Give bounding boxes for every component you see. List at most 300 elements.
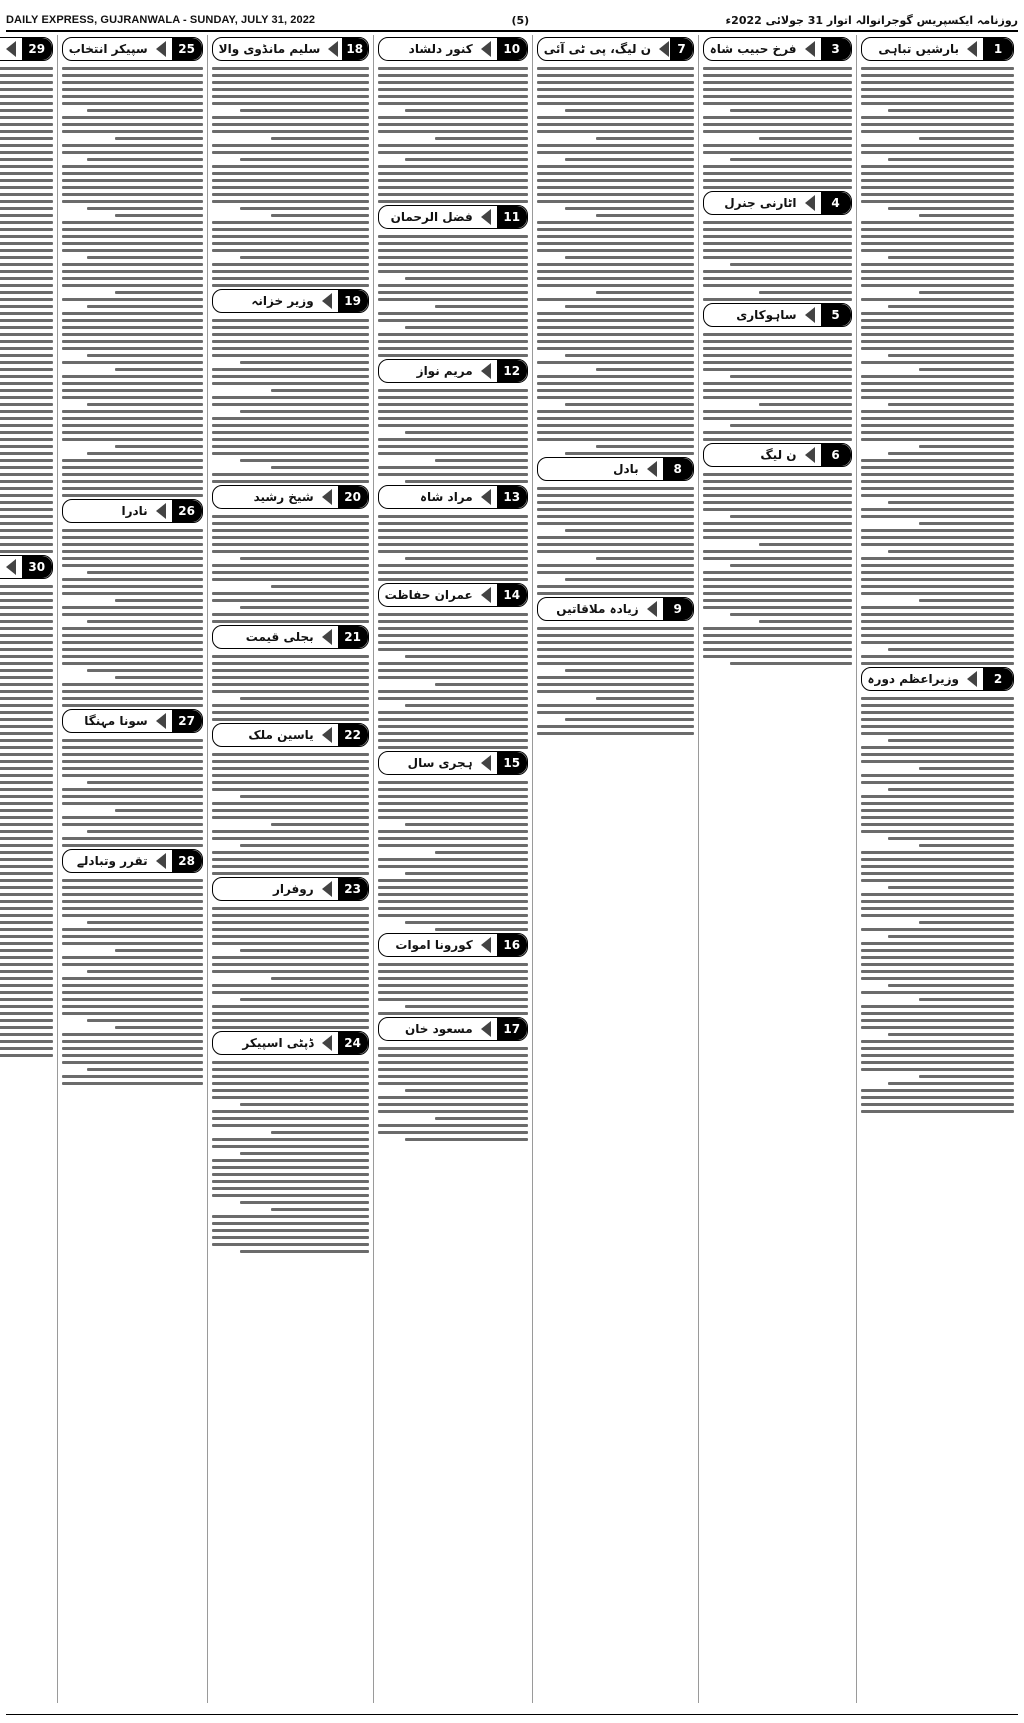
text-line [565, 578, 694, 581]
text-line [115, 137, 202, 140]
text-line [378, 74, 528, 77]
text-line [537, 648, 694, 651]
text-line [861, 802, 1014, 805]
text-line [212, 1061, 369, 1064]
text-line [861, 718, 1014, 721]
text-line [861, 424, 1014, 427]
text-line [212, 431, 369, 434]
story-heading [861, 37, 1014, 61]
text-line [703, 361, 852, 364]
text-line [62, 473, 203, 476]
story-body [378, 67, 528, 203]
text-line [861, 795, 1014, 798]
text-line [861, 74, 1014, 77]
text-line [703, 123, 852, 126]
text-line [888, 935, 1014, 938]
text-line [378, 991, 528, 994]
text-line [0, 613, 53, 616]
text-line [0, 277, 53, 280]
text-line [378, 641, 528, 644]
text-line [378, 1082, 528, 1085]
story-number-badge: 27 [172, 710, 202, 732]
text-line [861, 67, 1014, 70]
text-line [0, 655, 53, 658]
text-line [0, 914, 53, 917]
text-line [0, 487, 53, 490]
story-heading [62, 37, 203, 61]
text-line [405, 480, 528, 483]
text-line [861, 879, 1014, 882]
text-line [378, 893, 528, 896]
text-line [212, 263, 369, 266]
text-line [888, 158, 1014, 161]
text-line [240, 844, 369, 847]
text-line [435, 1117, 528, 1120]
story-number-badge: 11 [497, 206, 527, 228]
text-line [62, 956, 203, 959]
story-body [212, 67, 369, 287]
text-line [537, 522, 694, 525]
text-line [861, 494, 1014, 497]
story-heading [378, 485, 528, 509]
text-line [0, 305, 53, 308]
text-line [703, 277, 852, 280]
story-block [212, 483, 369, 623]
story-heading [703, 303, 852, 327]
text-line [62, 347, 203, 350]
text-line [537, 711, 694, 714]
text-line [212, 802, 369, 805]
text-line [62, 914, 203, 917]
text-line [62, 438, 203, 441]
text-line [861, 95, 1014, 98]
text-line [271, 137, 368, 140]
text-line [62, 242, 203, 245]
text-line [212, 1089, 369, 1092]
text-line [62, 431, 203, 434]
text-line [0, 214, 53, 217]
text-line [861, 179, 1014, 182]
text-line [378, 1124, 528, 1127]
story-body [378, 613, 528, 749]
column-spacer [537, 735, 694, 1703]
text-line [0, 1005, 53, 1008]
page-number: (5) [511, 13, 530, 27]
text-line [378, 263, 528, 266]
story-block [378, 483, 528, 581]
text-line [212, 1124, 369, 1127]
text-line [703, 228, 852, 231]
text-line [0, 284, 53, 287]
story-body [0, 67, 53, 553]
text-line [0, 711, 53, 714]
text-line [703, 144, 852, 147]
arrow-icon [657, 38, 670, 60]
text-line [703, 74, 852, 77]
text-line [861, 816, 1014, 819]
text-line [596, 214, 693, 217]
text-line [703, 508, 852, 511]
story-body [378, 1047, 528, 1141]
story-body [378, 235, 528, 357]
text-line [703, 431, 852, 434]
text-line [861, 592, 1014, 595]
text-line [861, 333, 1014, 336]
text-line [0, 536, 53, 539]
arrow-icon [645, 598, 663, 620]
text-line [0, 802, 53, 805]
text-line [537, 564, 694, 567]
text-line [405, 158, 528, 161]
text-line [212, 270, 369, 273]
text-line [537, 585, 694, 588]
text-line [405, 431, 528, 434]
text-line [861, 571, 1014, 574]
text-line [861, 277, 1014, 280]
story-block [0, 35, 53, 553]
text-line [703, 88, 852, 91]
text-line [0, 67, 53, 70]
text-line [537, 130, 694, 133]
text-line [0, 1026, 53, 1029]
columns-container [6, 35, 1018, 1703]
text-line [212, 571, 369, 574]
text-line [62, 641, 203, 644]
text-line [62, 116, 203, 119]
text-line [0, 767, 53, 770]
text-line [212, 221, 369, 224]
text-line [703, 487, 852, 490]
story-block [212, 35, 369, 287]
text-line [0, 858, 53, 861]
text-line [861, 606, 1014, 609]
text-line [703, 550, 852, 553]
text-line [703, 347, 852, 350]
text-line [62, 529, 203, 532]
text-line [703, 235, 852, 238]
story-block [537, 455, 694, 595]
text-line [0, 396, 53, 399]
text-line [62, 536, 203, 539]
text-line [62, 396, 203, 399]
text-line [0, 844, 53, 847]
text-line [271, 466, 368, 469]
text-line [888, 305, 1014, 308]
text-line [0, 963, 53, 966]
text-line [212, 1236, 369, 1239]
text-line [212, 536, 369, 539]
text-line [378, 354, 528, 357]
story-body [703, 473, 852, 665]
text-line [0, 606, 53, 609]
text-line [378, 347, 528, 350]
story-number-badge: 24 [338, 1032, 368, 1054]
text-line [378, 781, 528, 784]
text-line [0, 676, 53, 679]
text-line [271, 1131, 368, 1134]
story-number-badge: 21 [338, 626, 368, 648]
text-line [0, 130, 53, 133]
text-line [0, 900, 53, 903]
text-line [861, 200, 1014, 203]
text-line [0, 550, 53, 553]
text-line [212, 88, 369, 91]
text-line [0, 1012, 53, 1015]
text-line [861, 466, 1014, 469]
text-line [0, 403, 53, 406]
text-line [212, 74, 369, 77]
text-line [62, 319, 203, 322]
text-line [565, 305, 694, 308]
text-line [62, 1061, 203, 1064]
text-line [62, 228, 203, 231]
text-line [537, 186, 694, 189]
text-line [212, 1138, 369, 1141]
text-line [888, 837, 1014, 840]
text-line [861, 641, 1014, 644]
text-line [378, 900, 528, 903]
text-line [537, 326, 694, 329]
text-line [0, 809, 53, 812]
text-line [703, 179, 852, 182]
column-inner [212, 35, 369, 1703]
text-line [0, 151, 53, 154]
arrow-icon [326, 38, 341, 60]
text-line [240, 158, 369, 161]
text-line [703, 557, 852, 560]
text-line [212, 81, 369, 84]
text-line [0, 816, 53, 819]
text-line [537, 431, 694, 434]
text-line [62, 683, 203, 686]
story-title: سلیم مانڈوی والا [218, 42, 321, 56]
text-line [378, 1096, 528, 1099]
text-line [703, 116, 852, 119]
text-line [0, 256, 53, 259]
text-line [378, 725, 528, 728]
text-line [212, 193, 369, 196]
text-line [212, 228, 369, 231]
story-heading [212, 625, 369, 649]
story-title: فضل الرحمان [390, 210, 473, 224]
text-line [62, 186, 203, 189]
text-line [435, 928, 528, 931]
text-line [861, 270, 1014, 273]
text-line [405, 557, 528, 560]
masthead [6, 12, 1018, 28]
text-line [537, 382, 694, 385]
story-block [212, 287, 369, 483]
text-line [0, 648, 53, 651]
text-line [378, 788, 528, 791]
story-body [378, 515, 528, 581]
text-line [730, 564, 852, 567]
text-line [861, 1096, 1014, 1099]
story-title: سپیکر انتخاب [68, 42, 148, 56]
text-line [703, 606, 852, 609]
text-line [596, 137, 693, 140]
text-line [378, 165, 528, 168]
text-line [212, 1194, 369, 1197]
text-line [0, 137, 53, 140]
text-line [0, 242, 53, 245]
column-spacer [703, 665, 852, 1703]
text-line [565, 669, 694, 672]
story-body [703, 333, 852, 441]
text-line [703, 438, 852, 441]
text-line [435, 459, 528, 462]
text-line [212, 956, 369, 959]
story-heading [703, 37, 852, 61]
text-line [0, 81, 53, 84]
text-line [0, 760, 53, 763]
text-line [271, 585, 368, 588]
text-line [0, 781, 53, 784]
text-line [537, 172, 694, 175]
story-title: شیخ رشید [253, 490, 314, 504]
text-line [537, 424, 694, 427]
text-line [378, 634, 528, 637]
text-line [703, 599, 852, 602]
text-line [62, 424, 203, 427]
text-line [378, 998, 528, 1001]
text-line [212, 515, 369, 518]
text-line [0, 270, 53, 273]
text-line [212, 1229, 369, 1232]
text-line [212, 1243, 369, 1246]
text-line [212, 144, 369, 147]
story-number-badge: 8 [663, 458, 693, 480]
story-title: ن لیگ، پی ٹی آئی [543, 42, 651, 56]
text-line [212, 340, 369, 343]
text-line [0, 522, 53, 525]
text-line [861, 1068, 1014, 1071]
text-line [861, 1054, 1014, 1057]
text-line [888, 207, 1014, 210]
text-line [0, 312, 53, 315]
text-line [0, 193, 53, 196]
text-line [212, 1117, 369, 1120]
text-line [378, 186, 528, 189]
text-line [240, 998, 369, 1001]
text-line [861, 396, 1014, 399]
story-number-badge: 17 [497, 1018, 527, 1040]
text-line [212, 95, 369, 98]
text-line [212, 781, 369, 784]
text-line [537, 732, 694, 735]
story-body [378, 781, 528, 931]
text-line [62, 648, 203, 651]
arrow-icon [154, 710, 172, 732]
story-title: کنور دلشاد [408, 42, 473, 56]
text-line [212, 760, 369, 763]
text-line [435, 137, 528, 140]
text-line [62, 375, 203, 378]
text-line [703, 641, 852, 644]
text-line [378, 81, 528, 84]
text-line [703, 284, 852, 287]
text-line [378, 130, 528, 133]
text-line [62, 1047, 203, 1050]
text-line [212, 599, 369, 602]
text-line [759, 137, 851, 140]
text-line [378, 529, 528, 532]
text-line [378, 1047, 528, 1050]
text-line [378, 256, 528, 259]
text-line [62, 627, 203, 630]
text-line [861, 557, 1014, 560]
story-body [378, 389, 528, 483]
text-line [378, 984, 528, 987]
text-line [861, 1026, 1014, 1029]
text-line [861, 487, 1014, 490]
text-line [378, 249, 528, 252]
story-block [378, 749, 528, 931]
text-line [537, 515, 694, 518]
text-line [919, 368, 1014, 371]
story-body [861, 67, 1014, 665]
column-2 [698, 35, 856, 1703]
text-line [378, 389, 528, 392]
text-line [703, 536, 852, 539]
text-line [62, 172, 203, 175]
text-line [378, 284, 528, 287]
text-line [861, 151, 1014, 154]
text-line [537, 683, 694, 686]
text-line [537, 676, 694, 679]
text-line [703, 340, 852, 343]
text-line [405, 1138, 528, 1141]
text-line [703, 389, 852, 392]
text-line [861, 956, 1014, 959]
story-number-badge: 14 [497, 584, 527, 606]
text-line [0, 1019, 53, 1022]
text-line [271, 1208, 368, 1211]
text-line [537, 235, 694, 238]
arrow-icon [4, 556, 22, 578]
text-line [212, 991, 369, 994]
text-line [115, 368, 202, 371]
text-line [730, 662, 852, 665]
text-line [212, 620, 369, 623]
text-line [0, 732, 53, 735]
story-block [378, 35, 528, 203]
text-line [861, 963, 1014, 966]
story-block [62, 847, 203, 1085]
text-line [378, 466, 528, 469]
text-line [0, 865, 53, 868]
text-line [62, 802, 203, 805]
text-line [212, 809, 369, 812]
story-number-badge: 13 [497, 486, 527, 508]
text-line [703, 242, 852, 245]
text-line [861, 809, 1014, 812]
text-line [861, 634, 1014, 637]
text-line [888, 501, 1014, 504]
text-line [0, 1054, 53, 1057]
text-line [0, 928, 53, 931]
text-line [861, 88, 1014, 91]
text-line [240, 207, 369, 210]
text-line [62, 613, 203, 616]
story-heading [378, 583, 528, 607]
text-line [212, 382, 369, 385]
column-1 [856, 35, 1018, 1703]
text-line [888, 788, 1014, 791]
text-line [703, 396, 852, 399]
text-line [62, 270, 203, 273]
text-line [212, 942, 369, 945]
